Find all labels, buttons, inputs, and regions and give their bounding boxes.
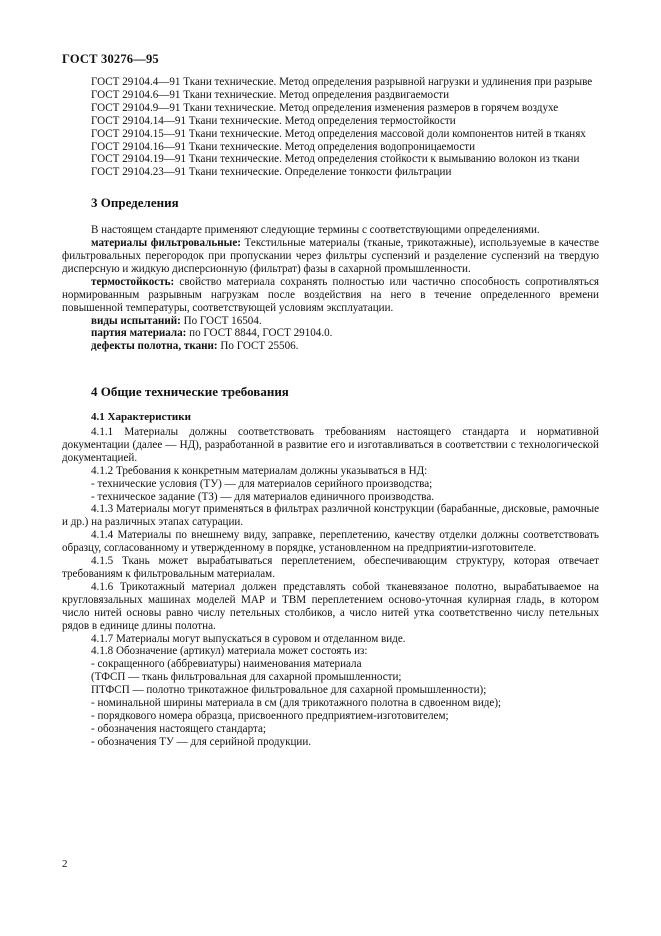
definition-term: термостойкость: <box>91 275 175 288</box>
reference-item: ГОСТ 29104.14—91 Ткани технические. Метод определения термостойкости <box>91 114 456 127</box>
definition-term: материалы фильтровальные: <box>91 237 241 250</box>
clause-list-item: ПТФСП — полотно трикотажное фильтровальное для сахарной промышленности); <box>91 684 487 697</box>
definitions-section <box>62 224 599 353</box>
definition-text: По ГОСТ 25506. <box>217 340 299 353</box>
definition-test-types <box>62 315 599 328</box>
clause-4-1-6: 4.1.6 Трикотажный материал должен представлять собой тканевязаное полотно, вырабатываемое на кругловязальных машинах моделей МАР и ТВМ переплетением осново-уточная кулирная гладь, в котором число нитей основы равно числу петельных столбиков, а число нитей утка соответственно числу петельных рядов в единице длины полотна. <box>62 580 599 632</box>
subsection-4-1-heading: 4.1 Характеристики <box>91 411 191 424</box>
requirements-section <box>62 411 599 749</box>
definition-text: по ГОСТ 8844, ГОСТ 29104.0. <box>186 327 333 340</box>
reference-item: ГОСТ 29104.23—91 Ткани технические. Определение тонкости фильтрации <box>91 166 452 179</box>
definition-material-batch <box>62 327 599 340</box>
clause-list-item: - сокращенного (аббревиатуры) наименования материала <box>91 658 362 671</box>
definition-term: виды испытаний: <box>91 314 181 327</box>
reference-item: ГОСТ 29104.6—91 Ткани технические. Метод определения раздвигаемости <box>91 88 450 101</box>
reference-item: ГОСТ 29104.4—91 Ткани технические. Метод определения разрывной нагрузки и удлинения при разрыве <box>91 76 593 88</box>
section-3-heading: 3 Определения <box>91 195 179 211</box>
clause-list-item: - технические условия (ТУ) — для материалов серийного производства; <box>91 477 433 490</box>
clause-list-item: (ТФСП — ткань фильтровальная для сахарной промышленности; <box>91 671 402 684</box>
normative-references-list <box>62 76 599 179</box>
clause-4-1-1: 4.1.1 Материалы должны соответствовать требованиям настоящего стандарта и нормативной документации (далее — НД), разработанной в развитие его и изготавливаться в соответствии с технологической документацией. <box>62 426 599 464</box>
clause-4-1-8: 4.1.8 Обозначение (артикул) материала может состоять из: <box>91 645 368 658</box>
clause-4-1-5: 4.1.5 Ткань может вырабатываться переплетением, обеспечивающим структуру, которая отвечает требованиям к фильтровальным материалам. <box>62 555 599 580</box>
definitions-intro: В настоящем стандарте применяют следующие термины с соответствующими определениями. <box>91 224 540 237</box>
definition-term: дефекты полотна, ткани: <box>91 340 218 353</box>
reference-item: ГОСТ 29104.9—91 Ткани технические. Метод определения изменения размеров в горячем воздухе <box>91 101 559 114</box>
clause-4-1-3: 4.1.3 Материалы могут применяться в фильтрах различной конструкции (барабанные, дисковые, рамочные и др.) на различных этапах сатурации. <box>62 503 599 529</box>
clause-4-1-4: 4.1.4 Материалы по внешнему виду, заправке, переплетению, качеству отделки должны соответствовать образцу, согласованному и утвержденному в порядке, установленном на предприятии-изготовителе. <box>62 529 599 555</box>
clause-list-item: - обозначения ТУ — для серийной продукции. <box>91 735 312 748</box>
definition-text: свойство материала сохранять полностью или частично способность сопротивляться нормированным разрывным нагрузкам после воздействия на него в течение определенного времени повышенной температуры, соответствующей условиям эксплуатации. <box>62 275 599 314</box>
reference-item: ГОСТ 29104.16—91 Ткани технические. Метод определения водопроницаемости <box>91 140 476 153</box>
section-4-heading: 4 Общие технические требования <box>91 384 289 400</box>
definition-fabric-defects <box>62 340 599 353</box>
definition-term: партия материала: <box>91 327 187 340</box>
reference-item: ГОСТ 29104.15—91 Ткани технические. Метод определения массовой доли компонентов нитей в тканях <box>91 127 586 140</box>
definition-text: Текстильные материалы (тканые, трикотажные), используемые в качестве фильтровальных перегородок при пропускании через фильтры суспензий и разделение суспензий на твердую дисперсную и жидкую дисперсионную (фильтрат) фазы в сахарной промышленности. <box>62 237 599 275</box>
document-body <box>62 76 599 749</box>
page-number: 2 <box>62 858 68 870</box>
clause-list-item: - техническое задание (ТЗ) — для материалов единичного производства. <box>91 490 435 503</box>
definition-filter-materials <box>62 237 599 276</box>
clause-list-item: - порядкового номера образца, присвоенного предприятием-изготовителем; <box>91 709 449 722</box>
document-code-header: ГОСТ 30276—95 <box>62 52 159 66</box>
definition-heat-resistance <box>62 276 599 315</box>
reference-item: ГОСТ 29104.19—91 Ткани технические. Метод определения стойкости к вымыванию волокон из ткани <box>91 153 580 166</box>
clause-list-item: - номинальной ширины материала в см (для трикотажного полотна в сдвоенном виде); <box>91 697 502 710</box>
clause-4-1-7: 4.1.7 Материалы могут выпускаться в суровом и отделанном виде. <box>91 632 406 645</box>
clause-list-item: - обозначения настоящего стандарта; <box>91 722 266 735</box>
clause-4-1-2: 4.1.2 Требования к конкретным материалам должны указываться в НД: <box>91 464 428 477</box>
definition-text: По ГОСТ 16504. <box>180 314 262 327</box>
